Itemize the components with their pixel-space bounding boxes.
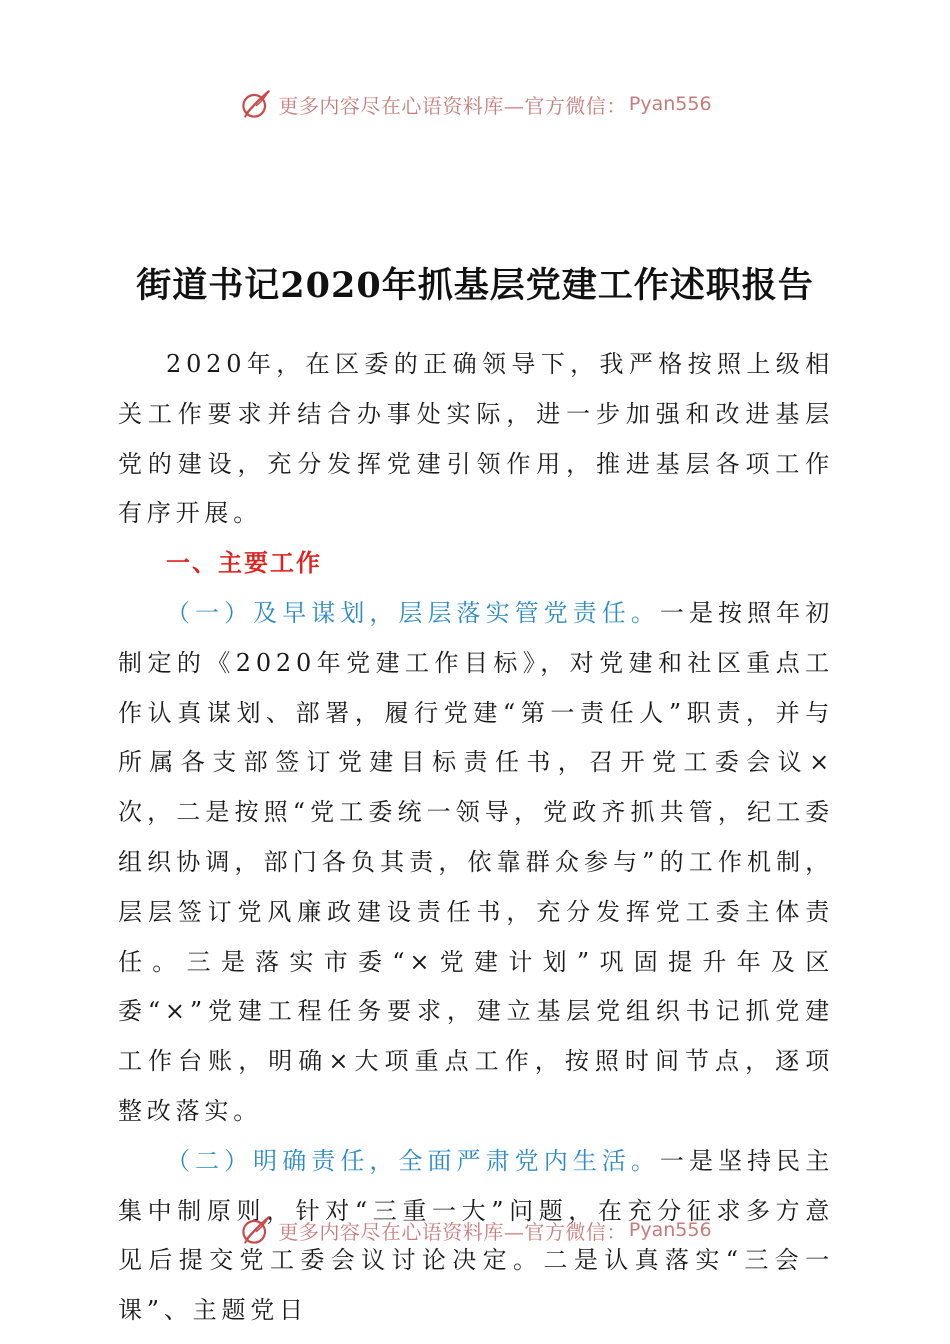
item-2-subtitle: （二）明确责任，全面严肃党内生活。 [166, 1146, 660, 1175]
footer-watermark [0, 1210, 950, 1250]
section-heading-text: 一、主要工作 [166, 549, 322, 578]
header-watermark [0, 84, 950, 124]
watermark-wechat-id: Pyan556 [628, 1219, 712, 1241]
item-1-body: 一是按照年初制定的《2020年党建工作目标》，对党建和社区重点工作认真谋划、部署，履行党建“第一责任人”职责，并与所属各支部签订党建目标责任书，召开党工委会议×次，二是按照“党工委统一领导，党政齐抓共管，纪工委组织协调，部门各负其责，依靠群众参与”的工作机制，层层签订党风廉政建设责任书，充分发挥党工委主体责任。三是落实市委“×党建计划”巩固提升年及区委“×”党建工程任务要求，建立基层党组织书记抓党建工作台账，明确×大项重点工作，按照时间节点，逐项整改落实。 [118, 598, 834, 1125]
section-heading [118, 539, 834, 589]
document-body [118, 340, 834, 1336]
item-2-body: 一是坚持民主集中制原则，针对“三重一大”问题，在充分征求多方意见后提交党工委会议讨论决定。二是认真落实“三会一课”、主题党日 [118, 1146, 834, 1325]
document-title: 街道书记2020年抓基层党建工作述职报告 [136, 265, 814, 306]
quill-pen-logo-icon [238, 86, 274, 122]
item-1-subtitle: （一）及早谋划，层层落实管党责任。 [166, 598, 660, 627]
item-1-paragraph [118, 589, 834, 1137]
watermark-wechat-id: Pyan556 [628, 93, 712, 115]
watermark-text: 更多内容尽在心语资料库—官方微信： [278, 1219, 627, 1244]
intro-paragraph: 2020年，在区委的正确领导下，我严格按照上级相关工作要求并结合办事处实际，进一步加强和改进基层党的建设，充分发挥党建引领作用，推进基层各项工作有序开展。 [118, 350, 834, 528]
quill-pen-logo-icon [238, 1212, 274, 1248]
watermark-text: 更多内容尽在心语资料库—官方微信： [278, 93, 627, 118]
